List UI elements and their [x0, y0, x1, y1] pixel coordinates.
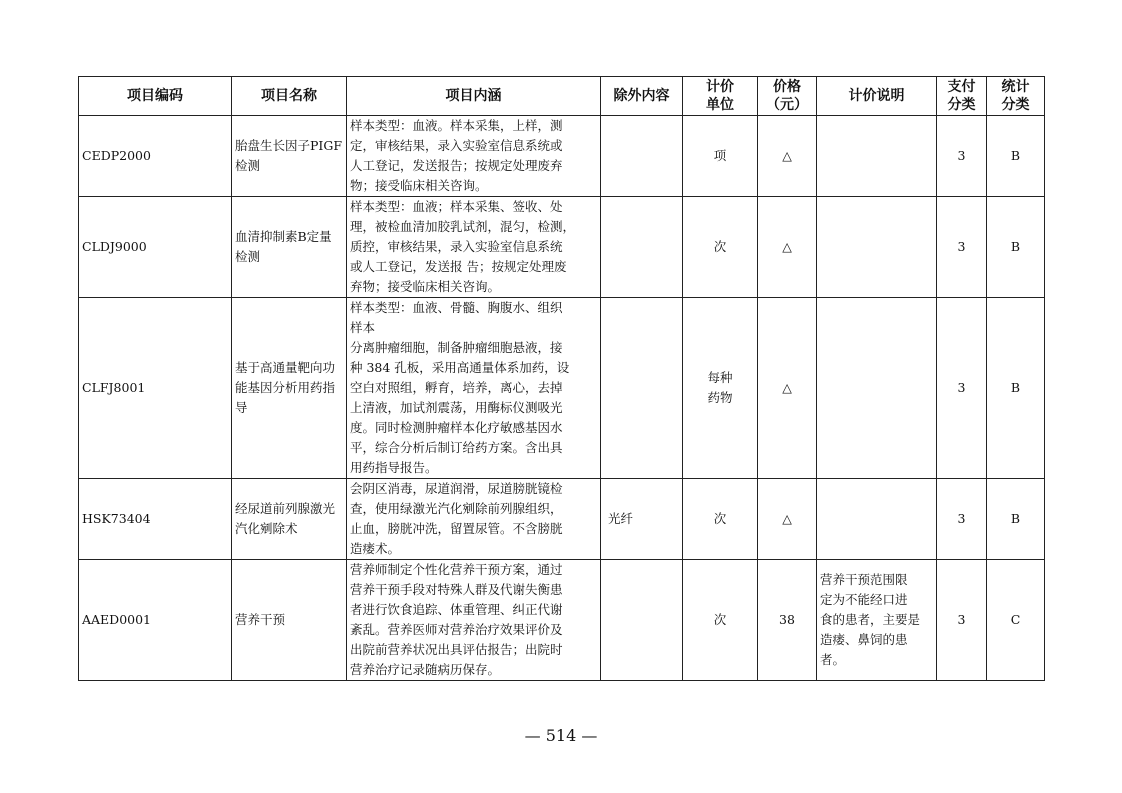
cell-name: 血清抑制素B定量检测: [232, 197, 347, 298]
cell-price: 38: [758, 560, 817, 681]
cell-code: CEDP2000: [79, 116, 232, 197]
cell-content: 样本类型：血液、骨髓、胸腹水、组织 样本 分离肿瘤细胞，制备肿瘤细胞悬液，接 种 384 孔板，采用高通量体系加药，设 空白对照组，孵育，培养，离心，去掉 上清液，加试剂震荡，用酶标仪测吸光 度。同时检测肿瘤样本化疗敏感基因水 平，综合分析后制订给药方案。含出具 用药指导报告。: [347, 298, 601, 479]
cell-content: 样本类型：血液。样本采集，上样，测 定，审核结果，录入实验室信息系统或 人工登记，发送报告；按规定处理废弃 物；接受临床相关咨询。: [347, 116, 601, 197]
cell-payment: 3: [937, 197, 987, 298]
cell-payment: 3: [937, 116, 987, 197]
cell-exclusions: [601, 197, 683, 298]
header-code: 项目编码: [79, 77, 232, 116]
header-explanation: 计价说明: [817, 77, 937, 116]
cell-stat: B: [987, 116, 1045, 197]
cell-name: 胎盘生长因子PIGF检测: [232, 116, 347, 197]
table-row: [79, 479, 1045, 560]
table-row: [79, 298, 1045, 479]
cell-unit: 项: [683, 116, 758, 197]
cell-unit: 每种 药物: [683, 298, 758, 479]
cell-code: CLDJ9000: [79, 197, 232, 298]
cell-price: △: [758, 479, 817, 560]
cell-exclusions: 光纤: [601, 479, 683, 560]
cell-name: 营养干预: [232, 560, 347, 681]
cell-unit: 次: [683, 197, 758, 298]
header-content: 项目内涵: [347, 77, 601, 116]
cell-explanation: 营养干预范围限 定为不能经口进 食的患者，主要是 造瘘、鼻饲的患 者。: [817, 560, 937, 681]
header-name: 项目名称: [232, 77, 347, 116]
header-payment: 支付 分类: [937, 77, 987, 116]
cell-exclusions: [601, 298, 683, 479]
table-header-row: [79, 77, 1045, 116]
cell-name: 基于高通量靶向功能基因分析用药指导: [232, 298, 347, 479]
cell-price: △: [758, 116, 817, 197]
cell-content: 营养师制定个性化营养干预方案，通过 营养干预手段对特殊人群及代谢失衡患 者进行饮食追踪、体重管理、纠正代谢 紊乱。营养医师对营养治疗效果评价及 出院前营养状况出具评估报告；出院时 营养治疗记录随病历保存。: [347, 560, 601, 681]
header-unit: 计价 单位: [683, 77, 758, 116]
cell-unit: 次: [683, 560, 758, 681]
cell-payment: 3: [937, 560, 987, 681]
header-exclusions: 除外内容: [601, 77, 683, 116]
cell-exclusions: [601, 116, 683, 197]
cell-exclusions: [601, 560, 683, 681]
page-number: — 514 —: [524, 726, 598, 745]
pricing-table: [78, 76, 1045, 681]
cell-explanation: [817, 197, 937, 298]
table-row: [79, 560, 1045, 681]
cell-code: AAED0001: [79, 560, 232, 681]
cell-name: 经尿道前列腺激光汽化剜除术: [232, 479, 347, 560]
cell-price: △: [758, 298, 817, 479]
cell-stat: C: [987, 560, 1045, 681]
cell-explanation: [817, 116, 937, 197]
table-row: [79, 197, 1045, 298]
table-row: [79, 116, 1045, 197]
cell-explanation: [817, 298, 937, 479]
cell-stat: B: [987, 197, 1045, 298]
cell-stat: B: [987, 298, 1045, 479]
cell-price: △: [758, 197, 817, 298]
cell-content: 会阴区消毒，尿道润滑，尿道膀胱镜检 查，使用绿激光汽化剜除前列腺组织， 止血，膀胱冲洗，留置尿管。不含膀胱 造瘘术。: [347, 479, 601, 560]
cell-unit: 次: [683, 479, 758, 560]
header-price: 价格 （元）: [758, 77, 817, 116]
cell-content: 样本类型：血液；样本采集、签收、处 理，被检血清加胶乳试剂，混匀，检测， 质控，审核结果，录入实验室信息系统 或人工登记，发送报 告；按规定处理废 弃物；接受临床相关咨询。: [347, 197, 601, 298]
cell-payment: 3: [937, 298, 987, 479]
cell-payment: 3: [937, 479, 987, 560]
cell-explanation: [817, 479, 937, 560]
header-stat: 统计 分类: [987, 77, 1045, 116]
cell-code: CLFJ8001: [79, 298, 232, 479]
cell-code: HSK73404: [79, 479, 232, 560]
cell-stat: B: [987, 479, 1045, 560]
